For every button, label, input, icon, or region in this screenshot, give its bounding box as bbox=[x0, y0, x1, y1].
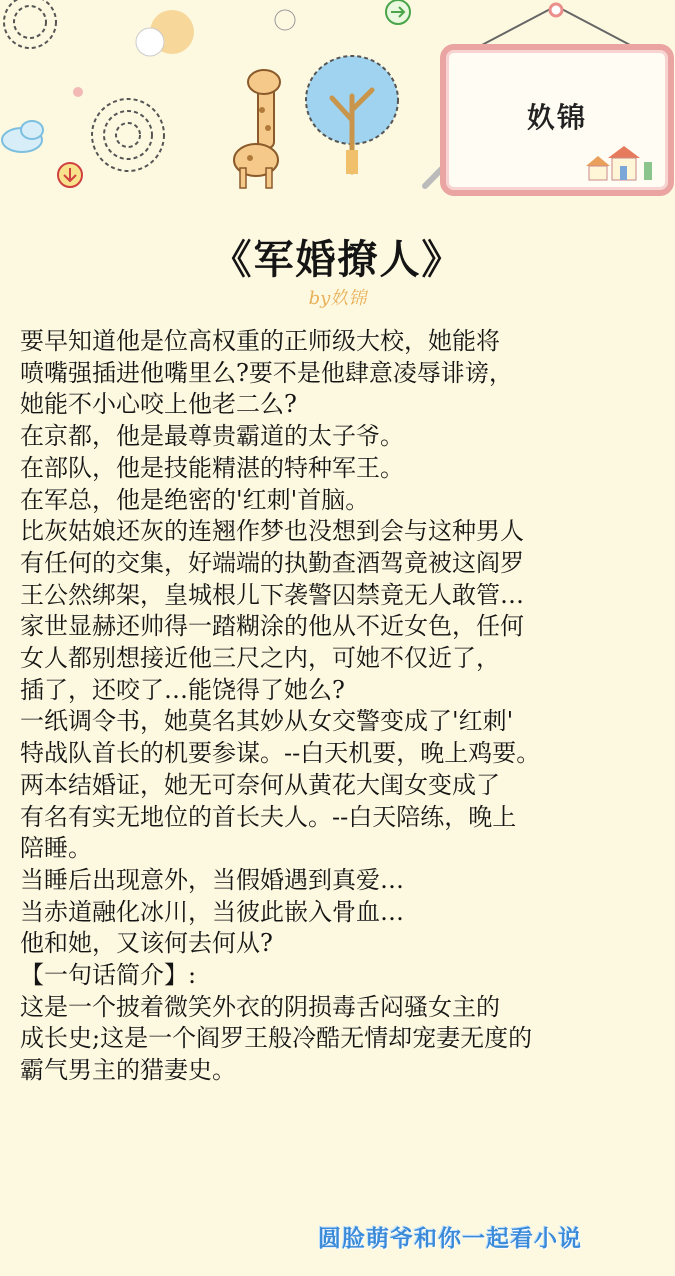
text-line: 霸气男主的猎妻史。 bbox=[20, 1056, 236, 1085]
text-line: 喷嘴强插进他嘴里么?要不是他肆意凌辱诽谤， bbox=[20, 358, 513, 387]
text-line: 他和她，又该何去何从? bbox=[20, 929, 273, 958]
text-line: 在军总，他是绝密的'红刺'首脑。 bbox=[20, 485, 370, 514]
house-icon bbox=[586, 144, 656, 184]
text-line: 一纸调令书，她莫名其妙从女交警变成了'红刺' bbox=[20, 707, 514, 736]
text-line: 特战队首长的机要参谋。--白天机要，晚上鸡要。 bbox=[20, 739, 541, 768]
text-line: 王公然绑架，皇城根儿下袭警囚禁竟无人敢管… bbox=[20, 580, 524, 609]
text-line: 插了，还咬了…能饶得了她么? bbox=[20, 675, 345, 704]
synopsis-text bbox=[20, 326, 670, 1087]
cloud-icon bbox=[2, 121, 43, 152]
text-line: 两本结婚证，她无可奈何从黄花大闺女变成了 bbox=[20, 770, 500, 799]
watermark-text: 圆脸萌爷和你一起看小说 bbox=[318, 1225, 582, 1252]
text-line: 要早知道他是位高权重的正师级大校，她能将 bbox=[20, 327, 500, 355]
dot-decoration bbox=[136, 28, 164, 56]
dot-decoration bbox=[73, 87, 83, 97]
text-line: 当赤道融化冰川，当彼此嵌入骨血… bbox=[20, 897, 404, 926]
giraffe-icon bbox=[234, 70, 280, 188]
name-sign-frame bbox=[440, 44, 674, 196]
text-line: 陪睡。 bbox=[20, 834, 92, 863]
book-title: 《军婚撩人》 bbox=[211, 236, 464, 283]
text-line: 女人都别想接近他三尺之内，可她不仅近了， bbox=[20, 644, 500, 673]
tree-icon bbox=[306, 56, 398, 174]
text-line: 成长史;这是一个阎罗王般冷酷无情却宠妻无度的 bbox=[20, 1024, 533, 1053]
arrow-down-icon bbox=[58, 163, 82, 187]
text-line: 在部队，他是技能精湛的特种军王。 bbox=[20, 453, 404, 482]
text-line: 这是一个披着微笑外衣的阴损毒舌闷骚女主的 bbox=[20, 992, 500, 1021]
book-byline: by奺锦 bbox=[308, 288, 367, 309]
text-line: 比灰姑娘还灰的连翘作梦也没想到会与这种男人 bbox=[20, 517, 524, 546]
text-line: 当睡后出现意外，当假婚遇到真爱… bbox=[20, 865, 404, 894]
author-sign-name: 奺锦 bbox=[526, 101, 587, 134]
text-line: 有任何的交集，好端端的执勤查酒驾竟被这阎罗 bbox=[20, 548, 524, 577]
text-line: 她能不小心咬上他老二么? bbox=[20, 390, 297, 419]
text-line: 在京都，他是最尊贵霸道的太子爷。 bbox=[20, 422, 404, 451]
dot-decoration bbox=[275, 10, 295, 30]
text-line: 有名有实无地位的首长夫人。--白天陪练，晚上 bbox=[20, 802, 517, 831]
arrow-right-icon bbox=[386, 0, 410, 24]
text-line: 【一句话简介】: bbox=[20, 961, 197, 990]
text-line: 家世显赫还帅得一踏糊涂的他从不近女色，任何 bbox=[20, 612, 524, 641]
